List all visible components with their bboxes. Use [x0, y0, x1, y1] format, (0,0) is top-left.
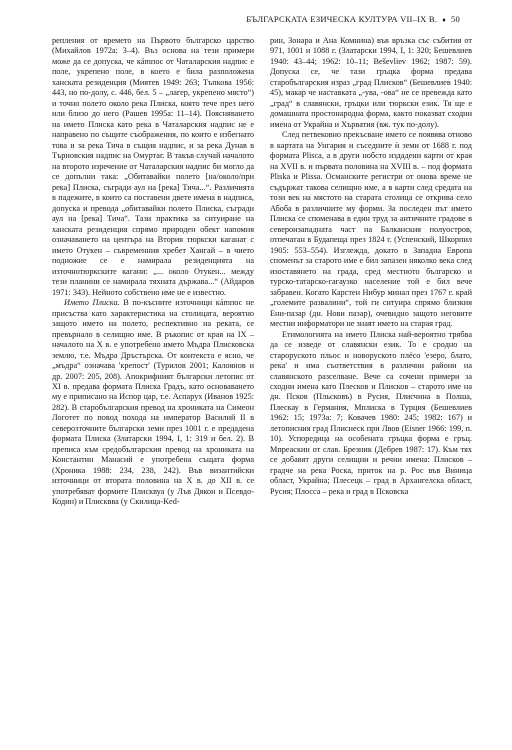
paragraph — [52, 298, 254, 508]
paragraph-lead-italic: Името Плиска. — [64, 298, 120, 308]
paragraph: рин, Зонара и Ана Комнина) във връзка със събития от 971, 1001 и 1088 г. (Златарски 1994, I, 1: 320; Бешевлиев 1940: 43–44; 1962: 10–11; Beševliev 1962; 1987: 59). Допуска се, че тази гръцка форма предава старобългарския израз „град Плисков“ (Бешевлиев 1940: 45), макар че наставката „-ува, -ова“ не се превежда като „град“ в славянски, гръцки или тюркски език. Тя ще е домашната простонародна форма, както показват сходни имена от Украйна и Хърватия (вж. тук по-долу). — [270, 36, 472, 129]
right-text-column — [270, 36, 472, 497]
page-number: 50 — [451, 14, 460, 24]
running-header — [246, 14, 460, 24]
paragraph-body: В по-късните източници кámпос не присъства като характеристика на столицата, вероятно защото името на полето, респективно на реката, се превърнало в селищно име. В ръкопис от края на IX – началото на X в. е употребено името Мъдра Плисковска землю, т.е. Мъдра Дръстърска. От контекста е ясно, че „мъдра“ означава 'крепост' (Турилов 2001; Калоянов и др. 2007: 205, 208). Апокрифният български летопис от XI в. предава формата Плиска Градъ, като основаването му е приписано на Испор цар, т.е. Аспарух (Иванов 1925: 282). В старобългарския превод на хрониката на Симеон Логотет по повод похода на император Василий II в северозточните български земи през 1001 г. е предадена формата Плиска (Златарски 1994, I, 1: 319 и бел. 2). В преписа към средобългарския превод на хрониката на Константин Манасий е употребена същата форма (Хроника 1988: 234, 238, 242). Във византийски източници от втората половина на X в. до XII в. се употребяват формите Плисквуа (у Лъв Дякон и Псевдо-Кодин) и Плисквва (у Скилица-Ked- — [52, 298, 254, 507]
running-title: БЪЛГАРСКАТА ЕЗИЧЕСКА КУЛТУРА VII–IX В. — [246, 14, 438, 24]
paragraph: След петвековно прекъсване името се появява отново в картата на Унгария и съседните ѝ земи от 1688 г. под формата Plisca, а в други нобсто издадени карти от края на XVII в. и първата половина на XVIII в. – под формата Pliska и Plissa. Османските регистри от онова време не съдържат такова селищно име, а в карти след средата на този век на мястото на старата столица се открива село Абоба в различните му форми. За последен път името Плиска се споменава в един труд за античните градове в североизападната част на Балканския полуостров, отпечатан в Будапеща през 1824 г. (Успенский, Шкорпил 1905: 553–554). Изглежда, докато в Западна Европа споменът за старото име е бил запазен няколко века след изоставянето на града, сред местното българско и турско-татарско-гагаузко население той е бил вече забравен. Когато Карстен Нибур минал през 1767 г. край „големите развалини“, той ги ситуира спрямо близкия Ени-пазар (дн. Нови пазар), очевидно защото неговите местни информатори не знаят името на старая град. — [270, 130, 472, 329]
diamond-separator-icon: ♦ — [442, 16, 446, 24]
paragraph: Етимологията на името Плиска най-вероятно трябва да се изведе от славянски език. То е сродно на старорускотo пльос и новоруското плёсо 'езеро, блато, река' и има съответствия в различни райони на славянското разселване. Вече са сочени примери за сходни имена като Плесков и Плисков – старото име на дн. Псков (Пльсковъ) в Русия, Плисчина в Полша, Плескау в Германия, Мплиска в Турция (Бешевлиев 1962: 15; 1973а: 7; Ковачев 1980: 245; 1982: 167) и летописния град Плиснеск при Лвов (Eisner 1966: 199, п. 10). Успоредица на особената гръцка форма е гръц. Мпреаскин от слав. Брезник (Дебрев 1987: 17). Към тях се добавят други селищни и речни имена: Плисков – градче на река Роска, приток на р. Рос във Виница област, Украйна; Плесецк – град в Архангелска област, Русия; Плосса – река и град в Псковска — [270, 329, 472, 496]
paragraph: репления от времето на Първото българско царство (Михайлов 1972а: 3–4). Въз основа на тези примери може да се допуска, че кámпос от Чаталарския надпис е поле, укрепено поле, в което е била разположена ханската резиденция (Миятев 1949: 263; Тъпкова 1956: 443, но по-долу, с. 446, бел. 5 – „лагер, укрепено място“) и точно полето около река Плиска, която тече през него или близо до него (Рашев 1995а: 11–14). Поясняването на името Плиска като река в Чаталарския надпис не е направено по същите съображения, по които е избегнато това и за река Тича в същия надпис, и за река Дунав в Търновския надпис на Омуртаг. В такъв случай началото на второто изречение от Чаталарския надпис би могло да се допълни така: „Обитавайки полето [на/около/при река] Плиска, съгради аул на [река] Тича...“. Различията в падежите, в които са поставени двете имена в надписа, допуска и превода „обитавайки полето Плиска, съгради аул на [река] Тича“. Тази практика за ситуиране на ханската резиденция спрямо природен обект напомня означаването на центъра на Втория тюркски каганат с името Отукен – съвременния хребет Хангай – в чието подножие се е намирала резиденцията на източнотюркските кагани: „... около Отукен... между тези планини се намирала тяхната държава...“ (Айдаров 1971: 343). Нейното собствено име не е известно. — [52, 36, 254, 297]
left-text-column — [52, 36, 254, 508]
